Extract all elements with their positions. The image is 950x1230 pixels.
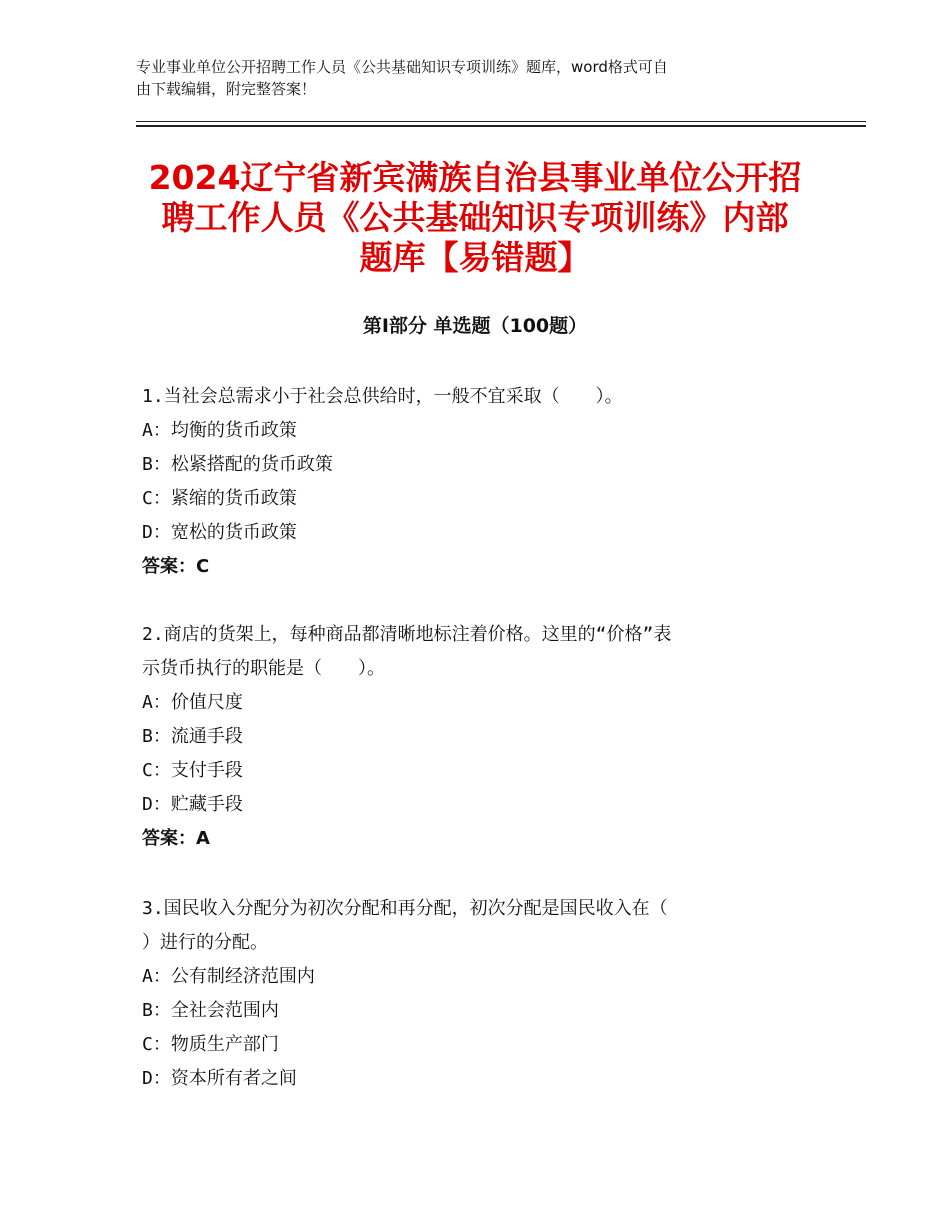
option-d: D：宽松的货币政策 — [142, 522, 297, 543]
option-a: A：价值尺度 — [142, 692, 243, 713]
section-heading: 第Ⅰ部分 单选题（100题） — [362, 315, 588, 337]
option-c: C：物质生产部门 — [142, 1034, 279, 1055]
option-b: B：全社会范围内 — [142, 1000, 279, 1021]
question-1 — [142, 380, 623, 584]
option-c: C：紧缩的货币政策 — [142, 488, 297, 509]
answer-label: 答案：C — [142, 556, 210, 577]
title-line-3: 题库【易错题】 — [359, 238, 591, 277]
option-d: D：资本所有者之间 — [142, 1068, 297, 1089]
header-line-2: 由下载编辑，附完整答案！ — [136, 80, 317, 98]
question-stem: 2.商店的货架上，每种商品都清晰地标注着价格。这里的“价格”表 — [142, 624, 672, 645]
answer-label: 答案：A — [142, 828, 210, 849]
option-a: A：均衡的货币政策 — [142, 420, 297, 441]
option-a: A：公有制经济范围内 — [142, 966, 315, 987]
option-b: B：流通手段 — [142, 726, 243, 747]
question-3 — [142, 892, 668, 1096]
title-line-2: 聘工作人员《公共基础知识专项训练》内部 — [161, 198, 789, 237]
option-c: C：支付手段 — [142, 760, 243, 781]
question-stem: 3.国民收入分配分为初次分配和再分配，初次分配是国民收入在（ — [142, 898, 668, 919]
option-b: B：松紧搭配的货币政策 — [142, 454, 333, 475]
question-stem: 1.当社会总需求小于社会总供给时，一般不宜采取（ ）。 — [142, 386, 623, 407]
document-title — [120, 158, 830, 278]
question-stem-continued: 示货币执行的职能是（ ）。 — [142, 658, 385, 679]
header-divider-thin — [136, 121, 866, 122]
option-d: D：贮藏手段 — [142, 794, 243, 815]
title-line-1: 2024辽宁省新宾满族自治县事业单位公开招 — [148, 158, 802, 197]
header-divider-thick — [136, 125, 866, 127]
header-line-1: 专业事业单位公开招聘工作人员《公共基础知识专项训练》题库，word格式可自 — [136, 58, 668, 76]
question-stem-continued: ）进行的分配。 — [142, 932, 268, 953]
page-header-note — [136, 56, 816, 100]
question-2 — [142, 618, 671, 856]
